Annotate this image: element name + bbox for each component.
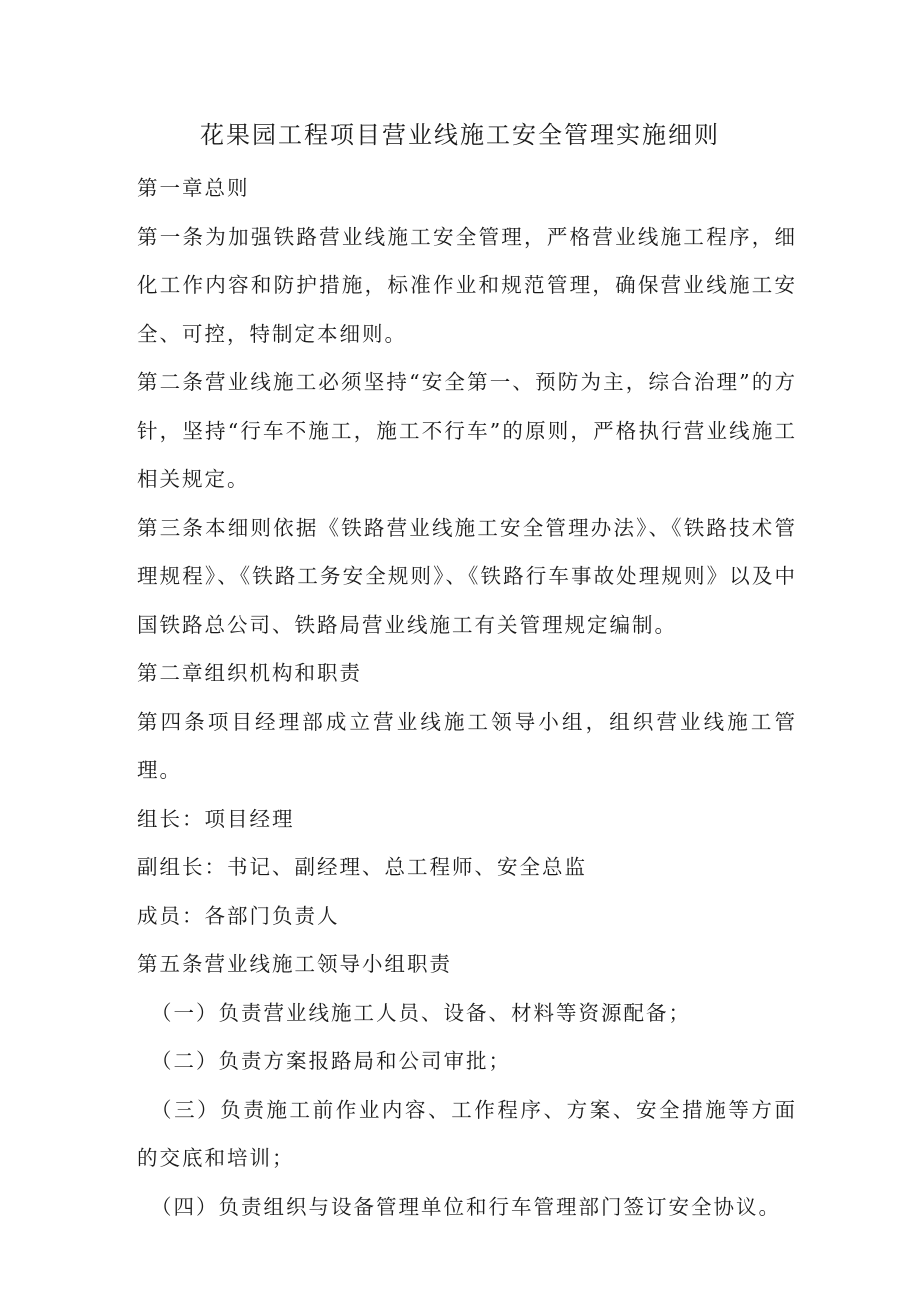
article-paragraph: 第五条营业线施工领导小组职责 [137,952,452,976]
member-line: 组长：项目经理 [137,806,295,831]
article-paragraph: 第三条本细则依据《铁路营业线施工安全管理办法》、《铁路技术管理规程》、《铁路工务安全规则》、《铁路行车事故处理规则》以及中国铁路总公司、铁路局营业线施工有关管理规定编制。 [137,515,797,637]
member-line: 成员：各部门负责人 [137,903,340,928]
article-paragraph: 第四条项目经理部成立营业线施工领导小组，组织营业线施工管理。 [137,709,797,782]
chapter-heading: 第二章组织机构和职责 [137,661,362,685]
chapter-heading: 第一章总则 [137,176,250,200]
document-body [137,164,797,1231]
duty-item: （三）负责施工前作业内容、工作程序、方案、安全措施等方面的交底和培训； [137,1097,797,1170]
member-line: 副组长：书记、副经理、总工程师、安全总监 [137,855,587,879]
article-paragraph: 第二条营业线施工必须坚持“安全第一、预防为主，综合治理”的方针，坚持“行车不施工，施工不行车”的原则，严格执行营业线施工相关规定。 [137,370,797,491]
duty-item: （四）负责组织与设备管理单位和行车管理部门签订安全协议。 [151,1194,781,1219]
duty-item: （一）负责营业线施工人员、设备、材料等资源配备； [151,1000,691,1025]
document-title: 花果园工程项目营业线施工安全管理实施细则 [200,121,720,149]
duty-item: （二）负责方案报路局和公司审批； [151,1049,511,1073]
article-paragraph: 第一条为加强铁路营业线施工安全管理，严格营业线施工程序，细化工作内容和防护措施，标准作业和规范管理，确保营业线施工安全、可控，特制定本细则。 [137,224,797,346]
